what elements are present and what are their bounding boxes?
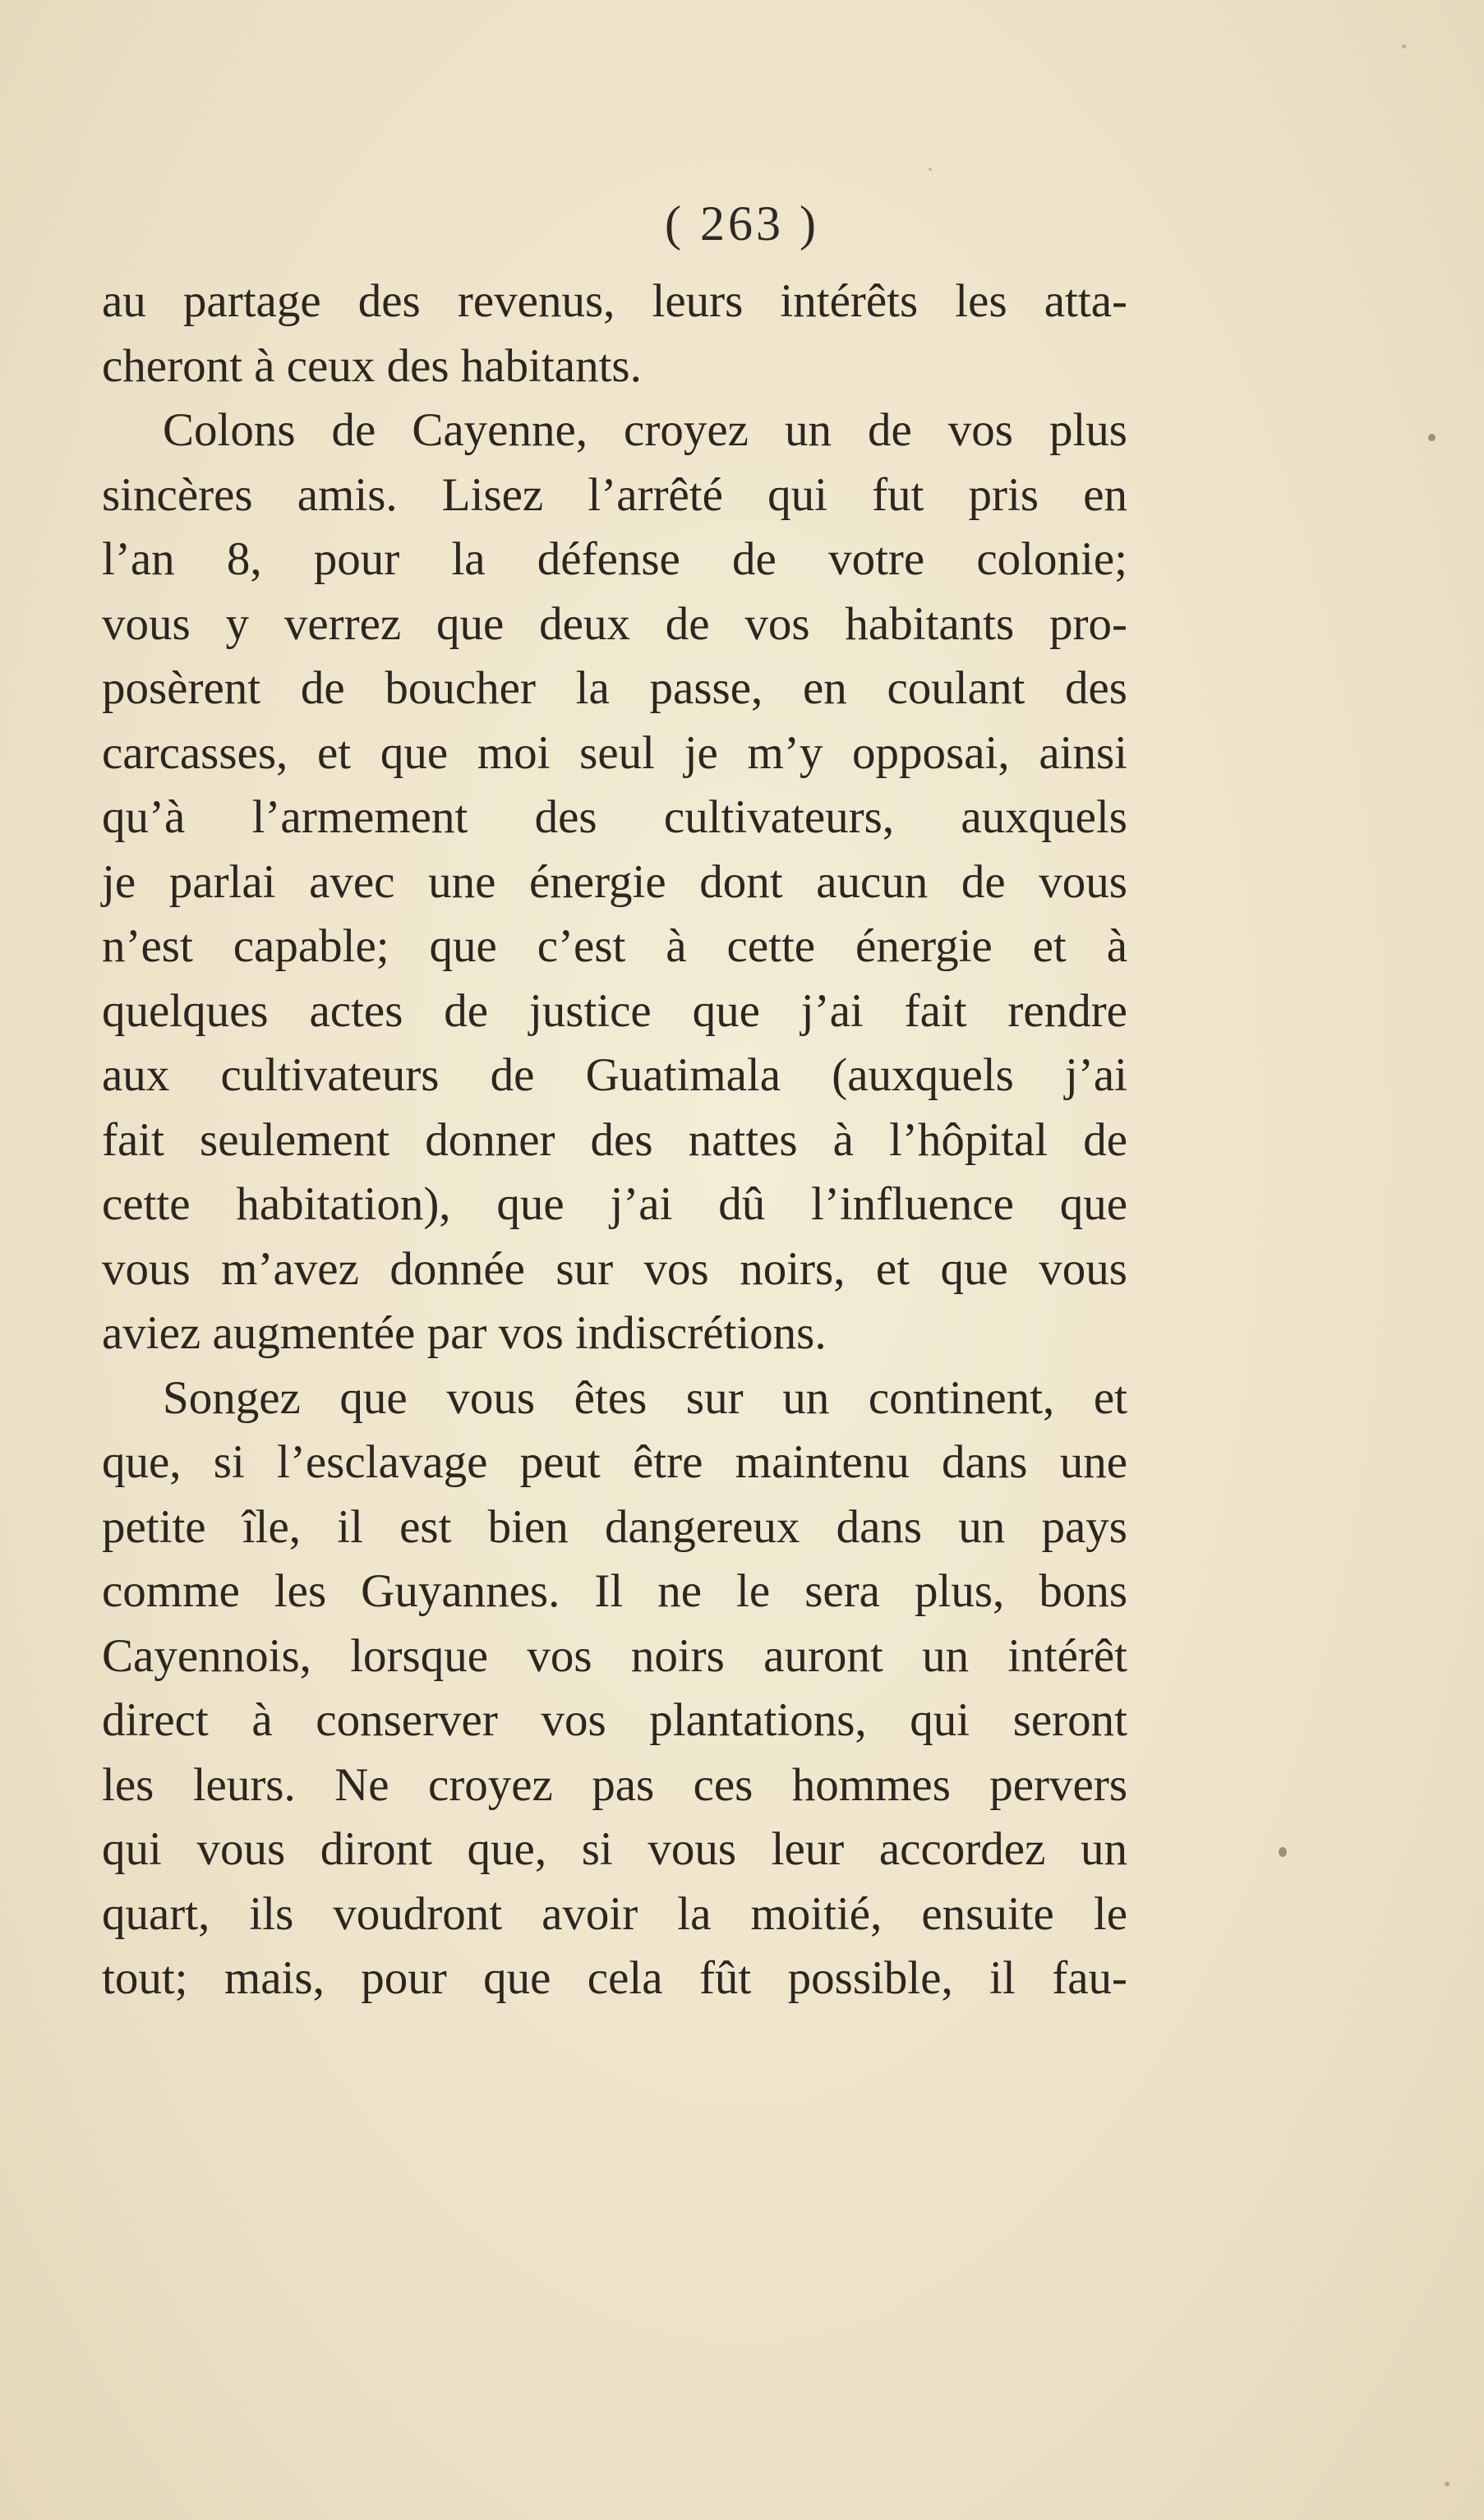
text-line: aviez augmentée par vos indiscrétions. (102, 1307, 827, 1359)
text-line: Songez que vous êtes sur un continent, et (163, 1371, 1127, 1424)
text-line: qu’à l’armement des cultivateurs, auxquels (102, 791, 1127, 843)
page-number-header: ( 263 ) (665, 196, 819, 251)
text-line: vous y verrez que deux de vos habitants pro- (102, 597, 1127, 650)
text-line: les leurs. Ne croyez pas ces hommes pervers (102, 1758, 1127, 1811)
text-line: quelques actes de justice que j’ai fait rendre (102, 984, 1127, 1037)
text-line: n’est capable; que c’est à cette énergie et à (102, 920, 1127, 972)
text-line: qui vous diront que, si vous leur accordez un (102, 1823, 1127, 1875)
text-line: cheront à ceux des habitants. (102, 339, 642, 392)
text-line: direct à conserver vos plantations, qui seront (102, 1694, 1127, 1746)
text-line: sincères amis. Lisez l’arrêté qui fut pris en (102, 468, 1127, 521)
text-line: petite île, il est bien dangereux dans un pays (102, 1500, 1127, 1553)
text-line: vous m’avez donnée sur vos noirs, et que vous (102, 1242, 1127, 1295)
text-line: Colons de Cayenne, croyez un de vos plus (163, 404, 1127, 456)
text-line: Cayennois, lorsque vos noirs auront un intérêt (102, 1629, 1127, 1682)
paper-speck (1445, 2481, 1449, 2486)
text-line: carcasses, et que moi seul je m’y opposai, ainsi (102, 726, 1127, 779)
text-line: fait seulement donner des nattes à l’hôpital de (102, 1113, 1127, 1166)
text-line: posèrent de boucher la passe, en coulant des (102, 662, 1127, 714)
paper-speck (1402, 44, 1406, 48)
text-line: quart, ils voudront avoir la moitié, ensuite le (102, 1887, 1127, 1940)
text-line: cette habitation), que j’ai dû l’influence que (102, 1178, 1127, 1230)
text-line: comme les Guyannes. Il ne le sera plus, bons (102, 1565, 1127, 1617)
text-line: tout; mais, pour que cela fût possible, il fau- (102, 1952, 1127, 2004)
text-line: au partage des revenus, leurs intérêts les atta- (102, 275, 1127, 327)
paper-speck (1279, 1847, 1287, 1857)
paper-speck (929, 168, 932, 171)
text-line: l’an 8, pour la défense de votre colonie; (102, 533, 1127, 585)
text-line: aux cultivateurs de Guatimala (auxquels j’ai (102, 1049, 1127, 1101)
text-line: que, si l’esclavage peut être maintenu dans une (102, 1436, 1127, 1488)
paper-speck (1428, 434, 1436, 441)
body-text (102, 270, 1127, 2011)
text-line: je parlai avec une énergie dont aucun de vous (102, 855, 1127, 908)
